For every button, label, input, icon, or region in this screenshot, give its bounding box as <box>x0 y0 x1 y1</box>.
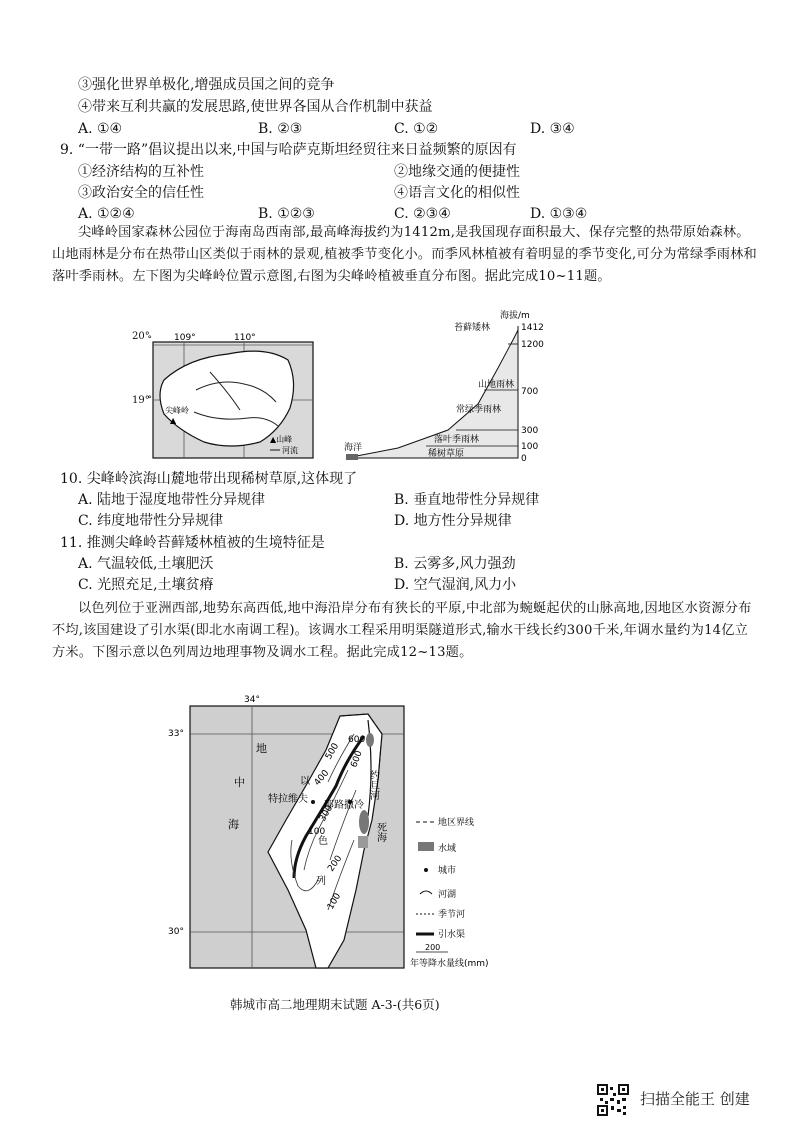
zone-evergreen-monsoon: 常绿季雨林 <box>456 405 502 415</box>
zone-montane-rainforest: 山地雨林 <box>478 380 515 390</box>
hainan-lon-109: 109° <box>174 333 196 343</box>
isohyet-label-2: 600 <box>349 749 365 770</box>
isohyet-label-3: 500 <box>323 741 342 762</box>
legend-river-lake: 河湖 <box>438 890 457 900</box>
israel-water-map <box>168 690 408 976</box>
hainan-lat-19: ° <box>148 395 152 405</box>
q8-choice-a: A. ①④ <box>78 121 123 137</box>
israel-map-legend <box>408 812 518 976</box>
q8-choice-d: D. ③④ <box>530 121 575 137</box>
qr-code-icon <box>597 1084 629 1116</box>
israel-lat-33: 33° <box>168 729 184 739</box>
country-char-lie: 列 <box>316 876 326 887</box>
q9-item-1: ①经济结构的互补性 <box>78 164 204 180</box>
q9-item-3: ③政治安全的信任性 <box>78 185 204 201</box>
legend-river: 河流 <box>282 446 298 455</box>
passage-jianfengling: 尖峰岭国家森林公园位于海南岛西南部,最高峰海拔约为1412m,是我国现存面积最大、保存完整的热带原始森林。山地雨林是分布在热带山区类似于雨林的景观,植被季节变化小。而季风林植被有着明显的季节变化,可分为常绿季雨林和落叶季雨林。左下图为尖峰岭位置示意图,右图为尖峰岭植被垂直分布图。据此完成10~11题。 <box>52 225 757 284</box>
q10-choice-d: D. 地方性分异规律 <box>394 513 512 529</box>
peak-marker-icon: ▲ <box>170 416 177 425</box>
profile-axis-label: 海拔/m <box>500 311 530 321</box>
q8-option-3: ③强化世界单极化,增强成员国之间的竞争 <box>78 77 335 93</box>
scanner-watermark: 扫描全能王 创建 <box>640 1090 750 1108</box>
israel-lat-30: 30° <box>168 927 184 937</box>
tick-300: 300 <box>521 426 539 436</box>
q11-choice-b: B. 云雾多,风力强劲 <box>394 556 516 572</box>
tick-100: 100 <box>521 442 539 452</box>
isohyet-label-5: 300 <box>317 803 336 824</box>
page-footer: 韩城市高二地理期末试题 A-3-(共6页) <box>230 997 440 1012</box>
isohyet-label-1: 600 <box>348 735 366 745</box>
q9-choice-a: A. ①②④ <box>78 206 135 222</box>
zone-moss-forest: 苔藓矮林 <box>454 323 491 333</box>
q11-choice-a: A. 气温较低,土壤肥沃 <box>78 556 214 572</box>
legend-peak: ▲山峰 <box>270 435 293 444</box>
q10-choice-c: C. 纬度地带性分异规律 <box>78 513 224 529</box>
q9-item-2: ②地缘交通的便捷性 <box>394 164 520 180</box>
dead-sea-label: 死海 <box>374 822 386 842</box>
city-jerusalem: 耶路撒冷 <box>324 800 364 811</box>
zone-savanna: 稀树草原 <box>428 449 465 459</box>
israel-lon-34: 34° <box>244 695 260 705</box>
tick-1200: 1200 <box>521 340 544 350</box>
q8-choice-c: C. ①② <box>394 121 439 137</box>
q9-choice-b: B. ①②③ <box>258 206 315 222</box>
q11-choice-c: C. 光照充足,土壤贫瘠 <box>78 577 214 593</box>
passage-israel: 以色列位于亚洲西部,地势东高西低,地中海沿岸分布有狭长的平原,中北部为蜿蜒起伏的山脉高地,因地区水资源分布不均,该国建设了引水渠(即北水南调工程)。该调水工程采用明渠隧道形式,输水干线长约300千米,年调水量约为14亿立方米。下图示意以色列周边地理事物及调水工程。据此完成12~13题。 <box>52 601 752 660</box>
legend-canal: 引水渠 <box>438 930 466 940</box>
legend-isohyet: 年等降水量线(mm) <box>410 959 489 969</box>
tick-1412: 1412 <box>521 323 544 333</box>
q8-choice-b: B. ②③ <box>258 121 303 137</box>
legend-water: 水域 <box>438 844 457 854</box>
country-char-yi: 以 <box>300 776 310 787</box>
q9-choice-c: C. ②③④ <box>394 206 451 222</box>
q8-option-4: ④带来互利共赢的发展思路,使世界各国从合作机制中获益 <box>78 99 433 115</box>
q11-choice-d: D. 空气湿润,风力小 <box>394 577 517 593</box>
legend-city: 城市 <box>438 866 457 876</box>
hainan-lat-19-outer: 19° <box>132 395 150 406</box>
city-tel-aviv: 特拉维夫 <box>268 794 308 805</box>
q9-stem: 9. “一带一路”倡议提出以来,中国与哈萨克斯坦经贸往来日益频繁的原因有 <box>60 142 517 158</box>
tick-0: 0 <box>521 454 527 463</box>
jianfengling-label: 尖峰岭 <box>165 406 189 415</box>
hainan-lat-20-outer: 20° <box>132 331 150 342</box>
isohyet-label-6: 200 <box>326 853 345 874</box>
sea-char-di: 地 <box>256 742 267 755</box>
legend-seasonal-river: 季节河 <box>438 910 466 920</box>
sea-char-zhong: 中 <box>234 776 245 789</box>
isohyet-label-8: 100 <box>325 891 344 912</box>
river-jordan: 约旦河 <box>367 770 379 800</box>
legend-isohyet-sample: 200 <box>425 943 441 952</box>
isohyet-label-4: 400 <box>312 768 332 788</box>
legend-boundary: 地区界线 <box>438 818 475 828</box>
q9-item-4: ④语言文化的相似性 <box>394 185 520 201</box>
hainan-lat-20: ° <box>148 335 152 345</box>
q10-choice-b: B. 垂直地带性分异规律 <box>394 492 540 508</box>
country-char-se: 色 <box>318 836 328 847</box>
tick-700: 700 <box>521 387 539 397</box>
zone-deciduous-monsoon: 落叶季雨林 <box>434 435 480 445</box>
q10-choice-a: A. 陆地于湿度地带性分异规律 <box>78 492 266 508</box>
hainan-lon-110: 110° <box>234 333 256 343</box>
q11-stem: 11. 推测尖峰岭苔藓矮林植被的生境特征是 <box>60 535 325 551</box>
profile-sea-label: 海洋 <box>344 443 363 453</box>
q9-choice-d: D. ①③④ <box>530 206 588 222</box>
q10-stem: 10. 尖峰岭滨海山麓地带出现稀树草原,这体现了 <box>60 471 358 487</box>
isohyet-label-7: 100 <box>308 827 326 837</box>
hainan-location-map <box>148 332 318 466</box>
sea-char-hai: 海 <box>228 818 239 831</box>
vegetation-profile <box>338 308 558 467</box>
